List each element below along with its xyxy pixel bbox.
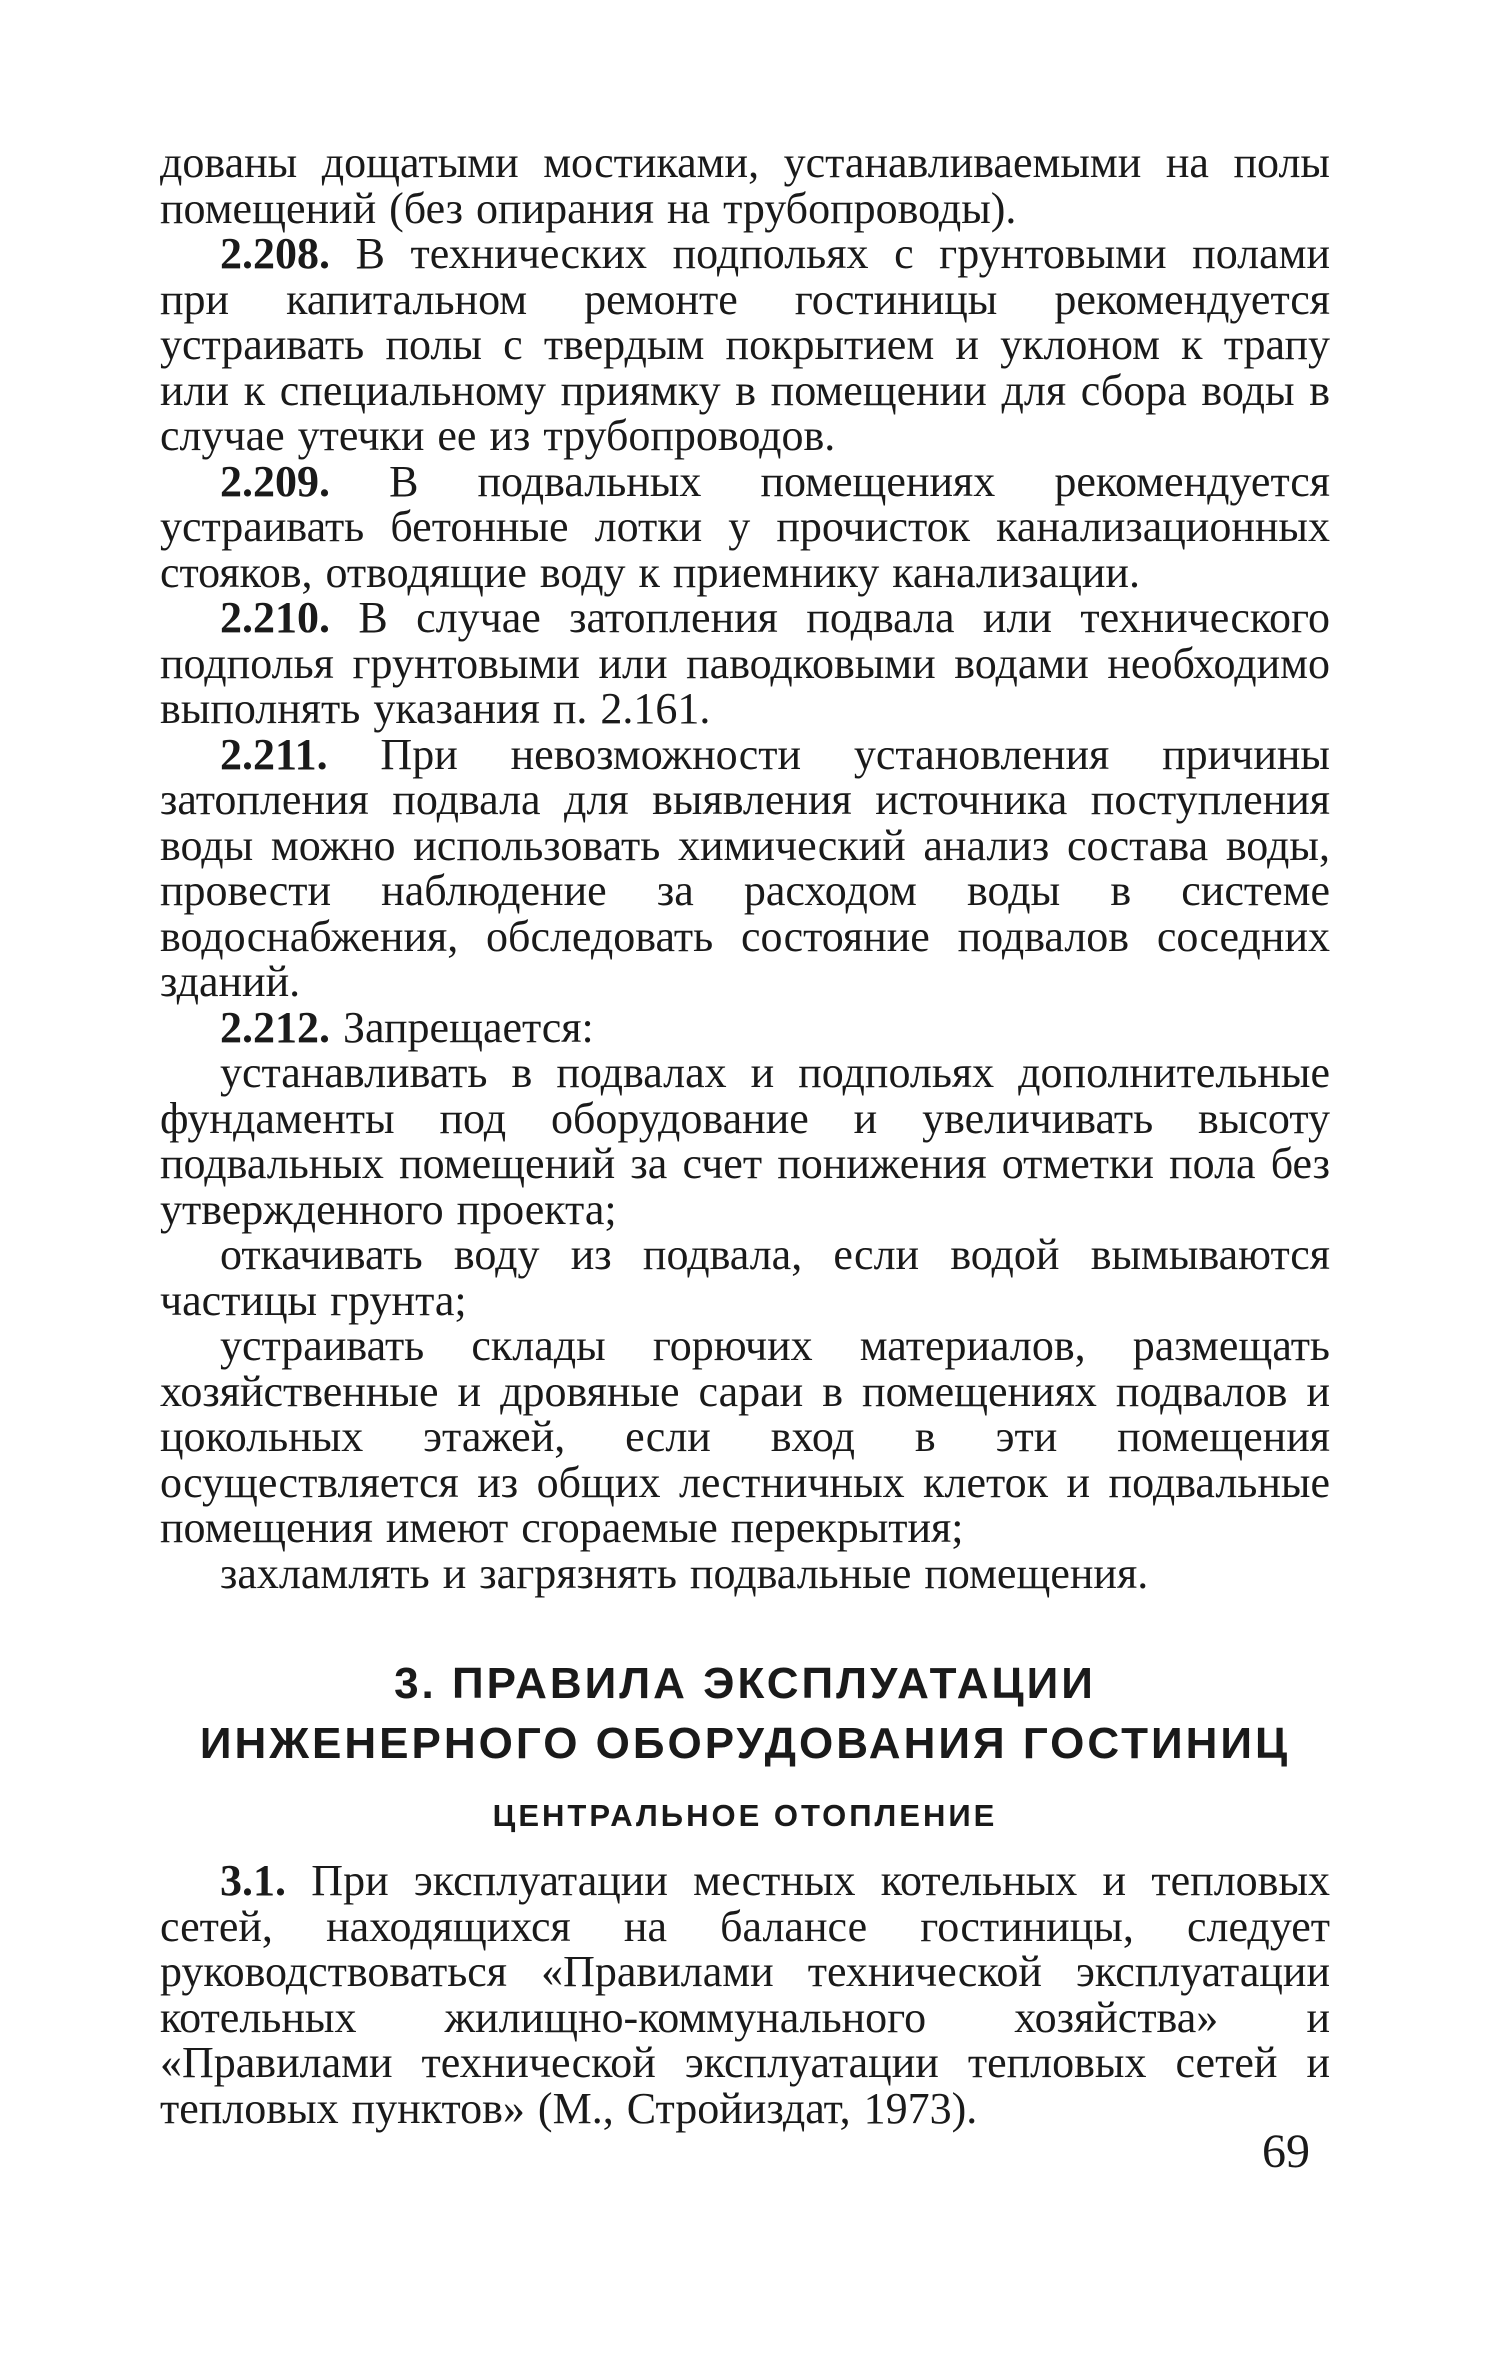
clause-number: 2.209. — [220, 456, 330, 506]
clause-number: 2.211. — [220, 729, 328, 779]
paragraph-3-1 — [160, 1858, 1330, 2131]
paragraph-2-210 — [160, 595, 1330, 732]
paragraph-2-212 — [160, 1002, 1330, 1052]
page-body — [160, 140, 1330, 2131]
clause-text: При эксплуатации местных котельных и тепловых сетей, находящихся на балансе гостиницы, следует руководствоваться «Правилами технической эксплуатации котельных жилищно-коммунального хозяйства» и «Правилами технической эксплуатации тепловых сетей и тепловых пунктов» (М., Стройиздат, 1973). — [160, 1856, 1330, 2133]
subsection-title: ЦЕНТРАЛЬНОЕ ОТОПЛЕНИЕ — [492, 1798, 998, 1833]
clause-text: В технических подпольях с грунтовыми полами при капитальном ремонте гостиницы рекомендуется устраивать полы с твердым покрытием и уклоном к трапу или к специальному приямку в помещении для сбора воды в случае утечки ее из трубопроводов. — [160, 229, 1330, 460]
section-title — [160, 1654, 1330, 1774]
clause-text: В случае затопления подвала или технического подполья грунтовыми или паводковыми водами необходимо выполнять указания п. 2.161. — [160, 593, 1330, 733]
paragraph-2-211 — [160, 729, 1330, 1006]
paragraph-2-208 — [160, 231, 1330, 459]
clause-number: 2.212. — [220, 1002, 330, 1052]
list-item: захламлять и загрязнять подвальные помещения. — [220, 1548, 1149, 1598]
clause-number: 2.210. — [220, 593, 330, 642]
clause-number: 2.208. — [220, 229, 330, 278]
section-title-line: 3. ПРАВИЛА ЭКСПЛУАТАЦИИ — [394, 1659, 1096, 1708]
clause-text: При невозможности установления причины затопления подвала для выявления источника поступления воды можно использовать химический анализ состава воды, провести наблюдение за расходом воды в системе водоснабжения, обследовать состояние подвалов соседних зданий. — [160, 729, 1330, 1006]
page-number: 69 — [1262, 2125, 1310, 2178]
list-item: откачивать воду из подвала, если водой вымываются частицы грунта; — [160, 1230, 1330, 1325]
clause-number: 3.1. — [220, 1856, 286, 1905]
list-item: устраивать склады горючих материалов, размещать хозяйственные и дровяные сараи в помещениях подвалов и цокольных этажей, если вход в эти помещения осуществляется из общих лестничных клеток и подвальные помещения имеют сгораемые перекрытия; — [160, 1321, 1330, 1552]
clause-text: Запрещается: — [330, 1002, 594, 1052]
section-title-line: ИНЖЕНЕРНОГО ОБОРУДОВАНИЯ ГОСТИНИЦ — [199, 1719, 1291, 1768]
paragraph-2-209 — [160, 456, 1330, 597]
clause-text: В подвальных помещениях рекомендуется устраивать бетонные лотки у прочисток канализационных стояков, отводящие воду к приемнику канализации. — [160, 456, 1330, 597]
list-item: устанавливать в подвалах и подпольях дополнительные фундаменты под оборудование и увеличивать высоту подвальных помещений за счет понижения отметки пола без утвержденного проекта; — [160, 1048, 1330, 1234]
paragraph-continuation: дованы дощатыми мостиками, устанавливаемыми на полы помещений (без опирания на трубопроводы). — [160, 138, 1330, 233]
